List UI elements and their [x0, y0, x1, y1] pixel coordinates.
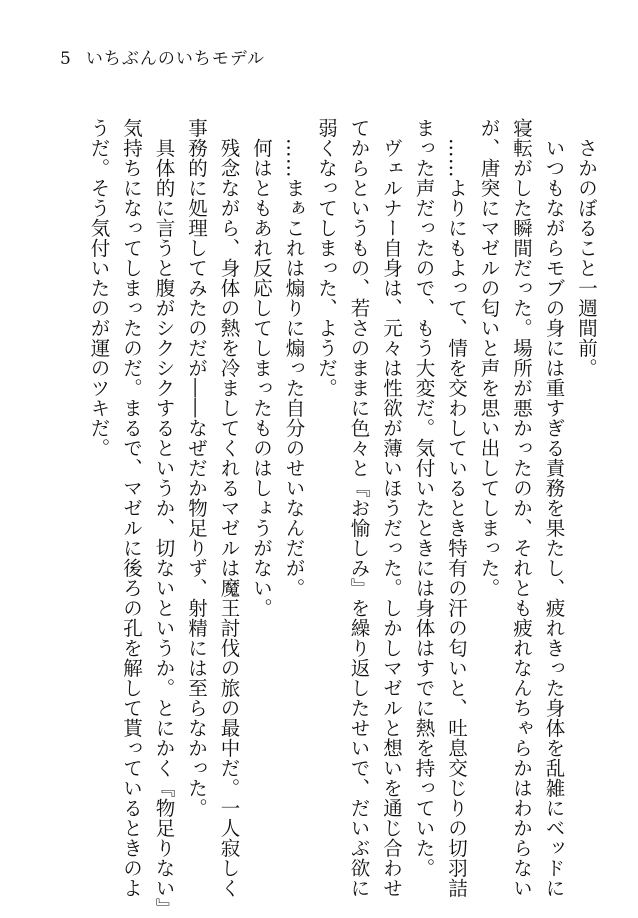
text-line: 寝転がした瞬間だった。場所が悪かったのか、それとも疲れなんちゃらかはわからない — [510, 118, 533, 898]
text-line: 気持ちになってしまったのだ。まるで、マゼルに後ろの孔を解して貰っているときのよ — [120, 118, 143, 898]
text-line: 具体的に言うと腹がシクシクするというか、切ないというか。とにかく『物足りない』 — [152, 118, 176, 918]
text-line: ……まぁこれは煽りに煽った自分のせいなんだが。 — [282, 118, 306, 598]
running-head — [60, 44, 265, 69]
text-line: ……よりにもよって、情を交わしているとき特有の汗の匂いと、吐息交じりの切羽詰 — [445, 118, 468, 898]
text-line: 事務的に処理してみたのだが――なぜだか物足りず、射精には至らなかった。 — [185, 118, 208, 818]
text-line: ヴェルナー自身は、元々は性欲が薄いほうだった。しかしマゼルと想いを通じ合わせ — [380, 118, 403, 898]
chapter-number: 5 — [60, 49, 72, 69]
text-line: 何はともあれ反応してしまったものはしょうがない。 — [250, 118, 273, 618]
text-line: 残念ながら、身体の熱を冷ましてくれるマゼルは魔王討伐の旅の最中だ。一人寂しく — [217, 118, 241, 898]
text-line: うだ。そう気付いたのが運のツキだ。 — [87, 118, 111, 458]
text-line: が、唐突にマゼルの匂いと声を思い出してしまった。 — [477, 118, 501, 598]
text-line: さかのぼること一週間前。 — [575, 118, 598, 378]
text-line: 弱くなってしまった、ようだ。 — [315, 118, 338, 398]
chapter-title: いちぶんのいちモデル — [85, 49, 265, 69]
text-line: まった声だったので、もう大変だ。気付いたときには身体はすでに熱を持っていた。 — [412, 118, 436, 878]
text-line: いつもながらモブの身には重すぎる責務を果たし、疲れきった身体を乱雑にベッドに — [542, 118, 566, 898]
body-text — [82, 118, 602, 918]
text-line: てからというもの、若さのままに色々と『お愉しみ』を繰り返したせいで、だいぶ欲に — [347, 118, 371, 898]
